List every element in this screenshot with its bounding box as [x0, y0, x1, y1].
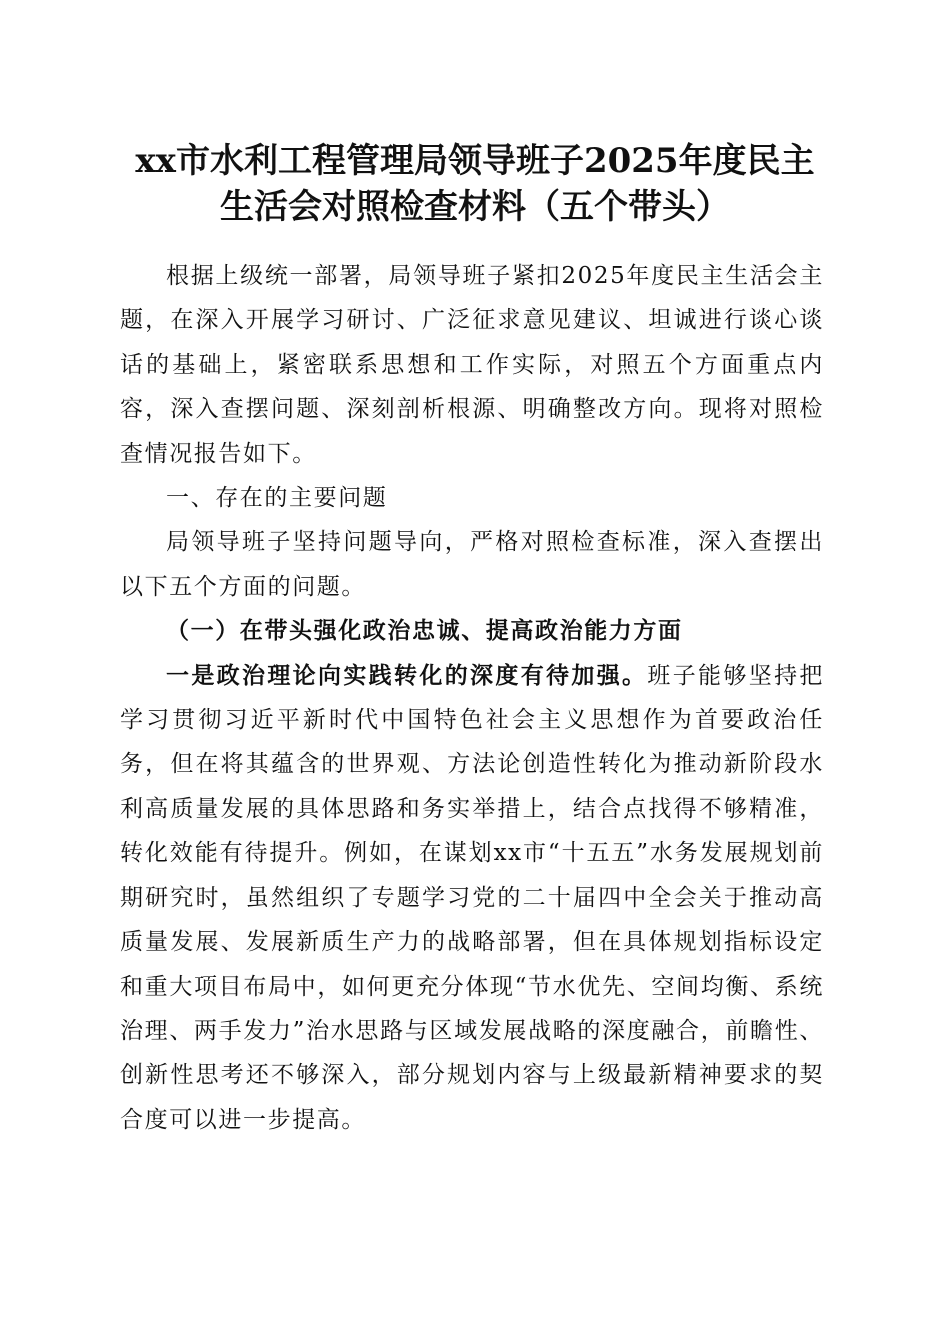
subsection-heading: （一）在带头强化政治忠诚、提高政治能力方面 — [166, 617, 683, 645]
point-body: 班子能够坚持把学习贯彻习近平新时代中国特色社会主义思想作为首要政治任务，但在将其蕴含的世界观、方法论创造性转化为推动新阶段水利高质量发展的具体思路和务实举措上，结合点找得不够精准，转化效能有待提升。例如，在谋划xx市“十五五”水务发展规划前期研究时，虽然组织了专题学习党的二十届四中全会关于推动高质量发展、发展新质生产力的战略部署，但在具体规划指标设定和重大项目布局中，如何更充分体现“节水优先、空间均衡、系统治理、两手发力”治水思路与区域发展战略的深度融合，前瞻性、创新性思考还不够深入，部分规划内容与上级最新精神要求的契合度可以进一步提高。 — [120, 662, 825, 1133]
document-title — [110, 138, 840, 230]
title-line-2: 生活会对照检查材料（五个带头） — [220, 187, 730, 227]
section-intro-paragraph: 局领导班子坚持问题导向，严格对照检查标准，深入查摆出以下五个方面的问题。 — [120, 529, 824, 600]
point-lead: 一是政治理论向实践转化的深度有待加强。 — [166, 661, 648, 689]
title-line-1: xx市水利工程管理局领导班子2025年度民主 — [135, 141, 815, 181]
section-heading: 一、存在的主要问题 — [166, 485, 388, 512]
point-paragraph — [120, 654, 824, 1142]
intro-paragraph: 根据上级统一部署，局领导班子紧扣2025年度民主生活会主题，在深入开展学习研讨、广泛征求意见建议、坦诚进行谈心谈话的基础上，紧密联系思想和工作实际，对照五个方面重点内容，深入查摆问题、深刻剖析根源、明确整改方向。现将对照检查情况报告如下。 — [120, 263, 824, 467]
document-body — [120, 254, 824, 1142]
